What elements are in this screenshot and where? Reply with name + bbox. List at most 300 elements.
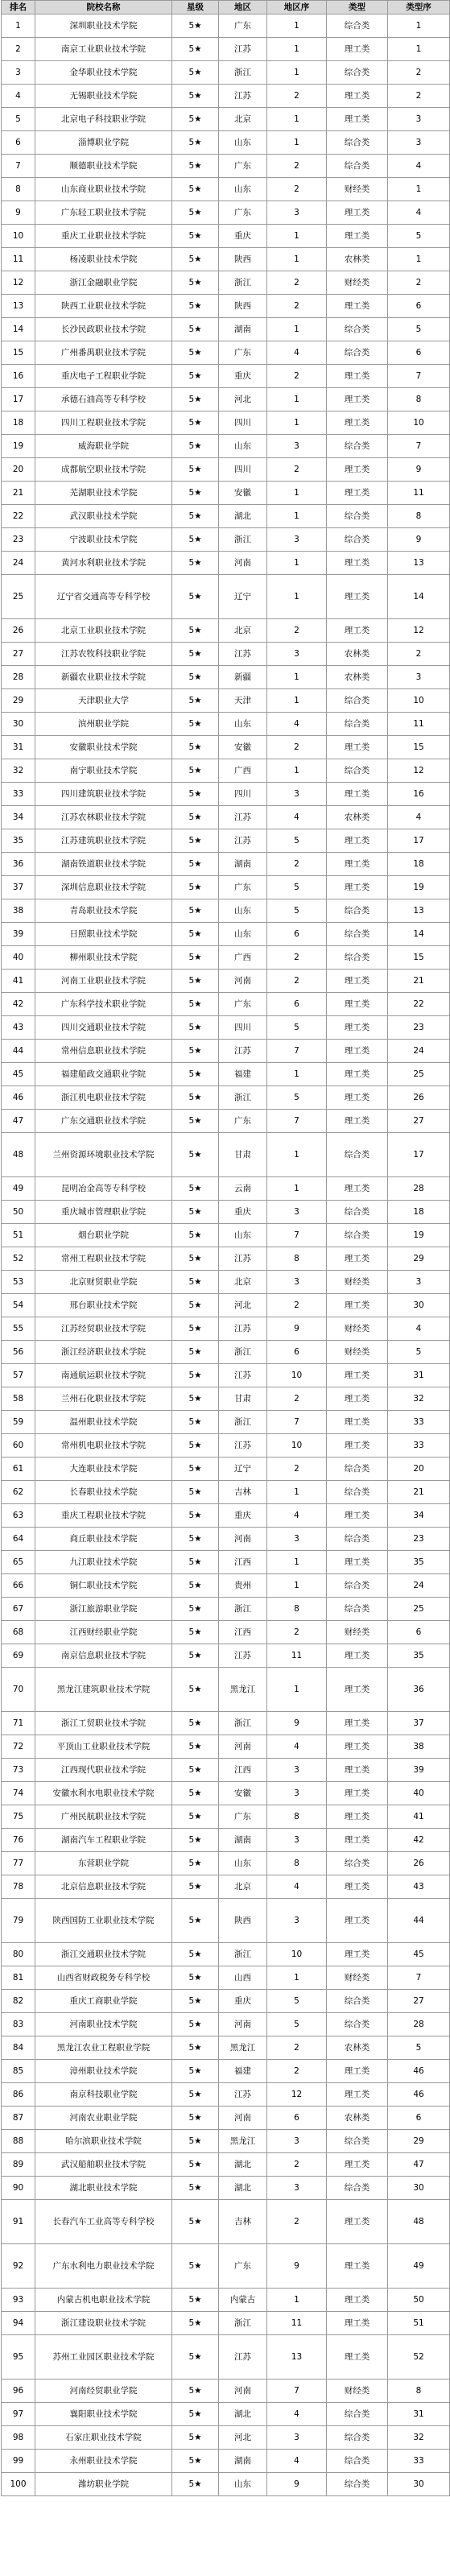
table-row (2, 1504, 450, 1528)
header-rank: 排名 (2, 1, 35, 14)
cell-type-rank: 18 (388, 1201, 450, 1224)
cell-type: 综合类 (327, 713, 388, 736)
cell-type-rank: 33 (388, 1434, 450, 1458)
table-row (2, 619, 450, 643)
cell-type: 理工类 (327, 482, 388, 505)
table-row (2, 2060, 450, 2083)
cell-region-rank: 4 (267, 2450, 327, 2473)
table-row (2, 1551, 450, 1574)
cell-region: 江苏 (219, 1040, 267, 1063)
cell-rank: 91 (2, 2200, 35, 2244)
cell-rank: 50 (2, 1201, 35, 1224)
cell-star-level: 5★ (172, 899, 219, 923)
cell-type: 综合类 (327, 318, 388, 341)
cell-type: 财经类 (327, 1341, 388, 1364)
cell-school-name: 黄河水利职业技术学院 (35, 552, 172, 575)
cell-type-rank: 12 (388, 619, 450, 643)
cell-rank: 79 (2, 1899, 35, 1943)
table-row (2, 1574, 450, 1598)
cell-rank: 53 (2, 1271, 35, 1294)
cell-type-rank: 29 (388, 2130, 450, 2153)
cell-rank: 99 (2, 2450, 35, 2473)
cell-star-level: 5★ (172, 1990, 219, 2013)
cell-school-name: 江西现代职业技术学院 (35, 1759, 172, 1782)
cell-rank: 41 (2, 970, 35, 993)
cell-region-rank: 3 (267, 2130, 327, 2153)
cell-school-name: 大连职业技术学院 (35, 1458, 172, 1481)
cell-rank: 27 (2, 643, 35, 666)
cell-school-name: 广东科学技术职业学院 (35, 993, 172, 1016)
cell-rank: 59 (2, 1411, 35, 1434)
cell-star-level: 5★ (172, 2153, 219, 2177)
table-row (2, 1829, 450, 1852)
cell-type-rank: 1 (388, 248, 450, 271)
cell-region-rank: 3 (267, 1271, 327, 1294)
cell-type: 理工类 (327, 458, 388, 482)
cell-star-level: 5★ (172, 575, 219, 619)
cell-region: 辽宁 (219, 575, 267, 619)
cell-region: 黑龙江 (219, 2130, 267, 2153)
cell-rank: 74 (2, 1782, 35, 1805)
cell-region-rank: 11 (267, 1644, 327, 1668)
cell-region: 贵州 (219, 1574, 267, 1598)
cell-type: 理工类 (327, 1294, 388, 1317)
cell-region-rank: 1 (267, 1133, 327, 1177)
cell-school-name: 重庆电子工程职业学院 (35, 365, 172, 388)
cell-region-rank: 1 (267, 14, 327, 38)
cell-school-name: 广州番禺职业技术学院 (35, 341, 172, 365)
cell-star-level: 5★ (172, 1829, 219, 1852)
cell-rank: 18 (2, 411, 35, 435)
cell-school-name: 河南职业技术学院 (35, 2013, 172, 2036)
table-row (2, 829, 450, 853)
table-row (2, 1966, 450, 1990)
cell-type-rank: 33 (388, 2450, 450, 2473)
table-row (2, 2013, 450, 2036)
cell-school-name: 河南工业职业技术学院 (35, 970, 172, 993)
cell-region-rank: 9 (267, 2473, 327, 2496)
table-row (2, 876, 450, 899)
cell-type-rank: 1 (388, 14, 450, 38)
cell-star-level: 5★ (172, 1411, 219, 1434)
cell-school-name: 铜仁职业技术学院 (35, 1574, 172, 1598)
cell-rank: 90 (2, 2177, 35, 2200)
cell-rank: 62 (2, 1481, 35, 1504)
cell-region: 湖北 (219, 2403, 267, 2426)
cell-region: 湖南 (219, 318, 267, 341)
cell-region-rank: 6 (267, 923, 327, 946)
table-row (2, 2107, 450, 2130)
cell-school-name: 河南农业职业学院 (35, 2107, 172, 2130)
header-star-level: 星级 (172, 1, 219, 14)
cell-region-rank: 5 (267, 876, 327, 899)
cell-region: 湖南 (219, 1829, 267, 1852)
cell-region: 吉林 (219, 2200, 267, 2244)
cell-rank: 78 (2, 1875, 35, 1899)
cell-type: 综合类 (327, 2177, 388, 2200)
cell-region-rank: 3 (267, 2426, 327, 2450)
table-row (2, 2312, 450, 2335)
cell-type-rank: 7 (388, 1966, 450, 1990)
cell-region-rank: 10 (267, 1434, 327, 1458)
cell-type: 理工类 (327, 1364, 388, 1387)
cell-region-rank: 4 (267, 1735, 327, 1759)
table-row (2, 689, 450, 713)
cell-star-level: 5★ (172, 14, 219, 38)
cell-type: 理工类 (327, 1943, 388, 1966)
cell-region: 广东 (219, 993, 267, 1016)
cell-region-rank: 2 (267, 365, 327, 388)
cell-region: 安徽 (219, 1782, 267, 1805)
cell-school-name: 陕西国防工业职业技术学院 (35, 1899, 172, 1943)
cell-region-rank: 2 (267, 178, 327, 201)
cell-type-rank: 5 (388, 225, 450, 248)
cell-school-name: 江苏建筑职业技术学院 (35, 829, 172, 853)
cell-region-rank: 6 (267, 1341, 327, 1364)
cell-region: 江苏 (219, 2083, 267, 2107)
cell-region-rank: 6 (267, 2107, 327, 2130)
cell-type-rank: 44 (388, 1899, 450, 1943)
cell-school-name: 常州机电职业技术学院 (35, 1434, 172, 1458)
table-row (2, 201, 450, 225)
table-row (2, 225, 450, 248)
cell-rank: 64 (2, 1528, 35, 1551)
cell-region: 吉林 (219, 1481, 267, 1504)
cell-rank: 35 (2, 829, 35, 853)
cell-region: 陕西 (219, 248, 267, 271)
cell-type-rank: 4 (388, 201, 450, 225)
cell-type: 理工类 (327, 2153, 388, 2177)
cell-region: 福建 (219, 1063, 267, 1086)
cell-school-name: 青岛职业技术学院 (35, 899, 172, 923)
cell-region: 浙江 (219, 2312, 267, 2335)
cell-star-level: 5★ (172, 1899, 219, 1943)
cell-school-name: 浙江建设职业技术学院 (35, 2312, 172, 2335)
cell-type: 综合类 (327, 1481, 388, 1504)
cell-region: 广东 (219, 1805, 267, 1829)
cell-type: 综合类 (327, 1574, 388, 1598)
cell-type: 理工类 (327, 2083, 388, 2107)
table-row (2, 1040, 450, 1063)
cell-region: 河南 (219, 970, 267, 993)
cell-type-rank: 8 (388, 2380, 450, 2403)
cell-school-name: 承德石油高等专科学校 (35, 388, 172, 411)
cell-star-level: 5★ (172, 689, 219, 713)
cell-type-rank: 1 (388, 38, 450, 61)
cell-type: 理工类 (327, 1110, 388, 1133)
cell-type-rank: 27 (388, 1990, 450, 2013)
table-row (2, 575, 450, 619)
cell-star-level: 5★ (172, 2130, 219, 2153)
cell-region-rank: 2 (267, 736, 327, 759)
cell-star-level: 5★ (172, 1364, 219, 1387)
cell-rank: 28 (2, 666, 35, 689)
cell-school-name: 南宁职业技术学院 (35, 759, 172, 783)
cell-school-name: 石家庄职业技术学院 (35, 2426, 172, 2450)
cell-rank: 25 (2, 575, 35, 619)
cell-star-level: 5★ (172, 505, 219, 528)
cell-type: 综合类 (327, 759, 388, 783)
cell-rank: 8 (2, 178, 35, 201)
cell-school-name: 杨凌职业技术学院 (35, 248, 172, 271)
cell-type-rank: 26 (388, 1852, 450, 1875)
cell-star-level: 5★ (172, 225, 219, 248)
cell-type-rank: 19 (388, 1224, 450, 1247)
cell-region-rank: 2 (267, 970, 327, 993)
cell-region: 北京 (219, 1875, 267, 1899)
cell-school-name: 常州信息职业技术学院 (35, 1040, 172, 1063)
cell-region: 山东 (219, 1224, 267, 1247)
cell-type: 综合类 (327, 2473, 388, 2496)
cell-region: 浙江 (219, 528, 267, 552)
cell-school-name: 江苏经贸职业技术学院 (35, 1317, 172, 1341)
cell-region: 山东 (219, 178, 267, 201)
cell-type-rank: 42 (388, 1829, 450, 1852)
cell-type: 综合类 (327, 2450, 388, 2473)
cell-star-level: 5★ (172, 2450, 219, 2473)
cell-star-level: 5★ (172, 1133, 219, 1177)
table-row (2, 713, 450, 736)
cell-type: 理工类 (327, 2244, 388, 2289)
cell-school-name: 浙江交通职业技术学院 (35, 1943, 172, 1966)
cell-type: 理工类 (327, 85, 388, 108)
cell-school-name: 北京工业职业技术学院 (35, 619, 172, 643)
cell-type: 综合类 (327, 1458, 388, 1481)
cell-star-level: 5★ (172, 643, 219, 666)
cell-type: 综合类 (327, 505, 388, 528)
cell-star-level: 5★ (172, 131, 219, 155)
table-row (2, 1805, 450, 1829)
cell-region: 江苏 (219, 829, 267, 853)
cell-rank: 34 (2, 806, 35, 829)
cell-region-rank: 1 (267, 131, 327, 155)
table-row (2, 505, 450, 528)
cell-region-rank: 12 (267, 2083, 327, 2107)
cell-region: 山东 (219, 131, 267, 155)
cell-type: 理工类 (327, 2200, 388, 2244)
cell-star-level: 5★ (172, 1735, 219, 1759)
cell-star-level: 5★ (172, 1224, 219, 1247)
cell-school-name: 柳州职业技术学院 (35, 946, 172, 970)
cell-star-level: 5★ (172, 528, 219, 552)
cell-region-rank: 1 (267, 225, 327, 248)
cell-star-level: 5★ (172, 1668, 219, 1712)
cell-region: 浙江 (219, 1341, 267, 1364)
cell-rank: 67 (2, 1598, 35, 1621)
table-row (2, 1110, 450, 1133)
cell-type: 理工类 (327, 1040, 388, 1063)
cell-region: 江苏 (219, 2335, 267, 2380)
cell-region: 湖北 (219, 505, 267, 528)
cell-star-level: 5★ (172, 666, 219, 689)
table-row (2, 552, 450, 575)
cell-region-rank: 3 (267, 1899, 327, 1943)
cell-star-level: 5★ (172, 2473, 219, 2496)
cell-star-level: 5★ (172, 853, 219, 876)
cell-type: 理工类 (327, 411, 388, 435)
cell-region-rank: 5 (267, 1016, 327, 1040)
cell-school-name: 常州工程职业技术学院 (35, 1247, 172, 1271)
cell-type-rank: 22 (388, 993, 450, 1016)
table-row (2, 1990, 450, 2013)
cell-region: 江苏 (219, 1247, 267, 1271)
cell-type-rank: 14 (388, 575, 450, 619)
cell-school-name: 重庆工商职业学院 (35, 1990, 172, 2013)
cell-region: 四川 (219, 458, 267, 482)
cell-region: 陕西 (219, 1899, 267, 1943)
cell-school-name: 浙江机电职业技术学院 (35, 1086, 172, 1110)
cell-type: 综合类 (327, 2130, 388, 2153)
cell-rank: 96 (2, 2380, 35, 2403)
cell-star-level: 5★ (172, 2083, 219, 2107)
cell-rank: 73 (2, 1759, 35, 1782)
cell-type: 理工类 (327, 1177, 388, 1201)
cell-type-rank: 32 (388, 2426, 450, 2450)
cell-region: 山东 (219, 713, 267, 736)
cell-type: 理工类 (327, 1782, 388, 1805)
header-type: 类型 (327, 1, 388, 14)
cell-school-name: 重庆工业职业技术学院 (35, 225, 172, 248)
cell-rank: 6 (2, 131, 35, 155)
table-row (2, 248, 450, 271)
table-row (2, 1271, 450, 1294)
cell-type-rank: 24 (388, 1574, 450, 1598)
cell-type: 理工类 (327, 783, 388, 806)
cell-region: 湖北 (219, 2177, 267, 2200)
table-row (2, 1943, 450, 1966)
cell-region: 云南 (219, 1177, 267, 1201)
table-row (2, 923, 450, 946)
cell-school-name: 漳州职业技术学院 (35, 2060, 172, 2083)
cell-type-rank: 3 (388, 666, 450, 689)
cell-school-name: 广州民航职业技术学院 (35, 1805, 172, 1829)
table-row (2, 759, 450, 783)
cell-star-level: 5★ (172, 1086, 219, 1110)
cell-type-rank: 33 (388, 1411, 450, 1434)
cell-type-rank: 7 (388, 365, 450, 388)
cell-school-name: 河南经贸职业学院 (35, 2380, 172, 2403)
cell-region: 河北 (219, 1294, 267, 1317)
cell-type: 农林类 (327, 2107, 388, 2130)
cell-type: 理工类 (327, 876, 388, 899)
cell-type-rank: 20 (388, 1458, 450, 1481)
cell-region: 浙江 (219, 1598, 267, 1621)
cell-region: 江苏 (219, 38, 267, 61)
cell-region: 重庆 (219, 365, 267, 388)
cell-type-rank: 21 (388, 1481, 450, 1504)
cell-rank: 52 (2, 1247, 35, 1271)
table-row (2, 295, 450, 318)
cell-star-level: 5★ (172, 1016, 219, 1040)
cell-type: 理工类 (327, 1504, 388, 1528)
cell-type: 综合类 (327, 1598, 388, 1621)
cell-region: 广东 (219, 2244, 267, 2289)
cell-star-level: 5★ (172, 713, 219, 736)
cell-region: 黑龙江 (219, 1668, 267, 1712)
cell-type: 综合类 (327, 1528, 388, 1551)
cell-star-level: 5★ (172, 1574, 219, 1598)
cell-rank: 97 (2, 2403, 35, 2426)
cell-region-rank: 2 (267, 2060, 327, 2083)
cell-type: 农林类 (327, 806, 388, 829)
table-row (2, 1458, 450, 1481)
table-row (2, 341, 450, 365)
cell-region: 江苏 (219, 1364, 267, 1387)
cell-school-name: 四川交通职业技术学院 (35, 1016, 172, 1040)
cell-region-rank: 1 (267, 666, 327, 689)
cell-region: 四川 (219, 411, 267, 435)
cell-region: 山东 (219, 899, 267, 923)
cell-type: 综合类 (327, 528, 388, 552)
cell-rank: 43 (2, 1016, 35, 1040)
cell-region-rank: 4 (267, 1875, 327, 1899)
cell-rank: 61 (2, 1458, 35, 1481)
cell-rank: 5 (2, 108, 35, 131)
cell-region: 广东 (219, 14, 267, 38)
cell-rank: 24 (2, 552, 35, 575)
cell-rank: 30 (2, 713, 35, 736)
table-row (2, 666, 450, 689)
table-row (2, 1177, 450, 1201)
cell-region: 广东 (219, 341, 267, 365)
cell-rank: 14 (2, 318, 35, 341)
cell-school-name: 北京财贸职业学院 (35, 1271, 172, 1294)
cell-region-rank: 1 (267, 689, 327, 713)
cell-region: 湖南 (219, 2450, 267, 2473)
cell-region: 山东 (219, 2473, 267, 2496)
cell-region: 河南 (219, 2013, 267, 2036)
cell-type: 综合类 (327, 435, 388, 458)
cell-type-rank: 49 (388, 2244, 450, 2289)
cell-type-rank: 34 (388, 1504, 450, 1528)
cell-type-rank: 4 (388, 806, 450, 829)
table-row (2, 2244, 450, 2289)
cell-type-rank: 10 (388, 411, 450, 435)
table-row (2, 1668, 450, 1712)
cell-school-name: 南京科技职业学院 (35, 2083, 172, 2107)
cell-region-rank: 7 (267, 1224, 327, 1247)
cell-type: 综合类 (327, 131, 388, 155)
cell-region: 天津 (219, 689, 267, 713)
cell-region: 河北 (219, 2426, 267, 2450)
cell-star-level: 5★ (172, 1177, 219, 1201)
cell-school-name: 武汉船舶职业技术学院 (35, 2153, 172, 2177)
table-row (2, 38, 450, 61)
cell-region: 重庆 (219, 1990, 267, 2013)
cell-type-rank: 47 (388, 2153, 450, 2177)
cell-type-rank: 25 (388, 1063, 450, 1086)
cell-rank: 38 (2, 899, 35, 923)
cell-type: 理工类 (327, 1805, 388, 1829)
cell-star-level: 5★ (172, 2289, 219, 2312)
table-body (2, 14, 450, 2496)
cell-region: 重庆 (219, 1201, 267, 1224)
cell-type: 理工类 (327, 1063, 388, 1086)
cell-type-rank: 4 (388, 1317, 450, 1341)
cell-rank: 56 (2, 1341, 35, 1364)
cell-school-name: 山西省财政税务专科学校 (35, 1966, 172, 1990)
cell-type: 农林类 (327, 666, 388, 689)
cell-school-name: 长春职业技术学院 (35, 1481, 172, 1504)
table-row (2, 1852, 450, 1875)
cell-region-rank: 8 (267, 1598, 327, 1621)
cell-star-level: 5★ (172, 619, 219, 643)
cell-type-rank: 48 (388, 2200, 450, 2244)
table-row (2, 2083, 450, 2107)
cell-type-rank: 12 (388, 759, 450, 783)
cell-type: 理工类 (327, 1551, 388, 1574)
cell-region: 北京 (219, 108, 267, 131)
